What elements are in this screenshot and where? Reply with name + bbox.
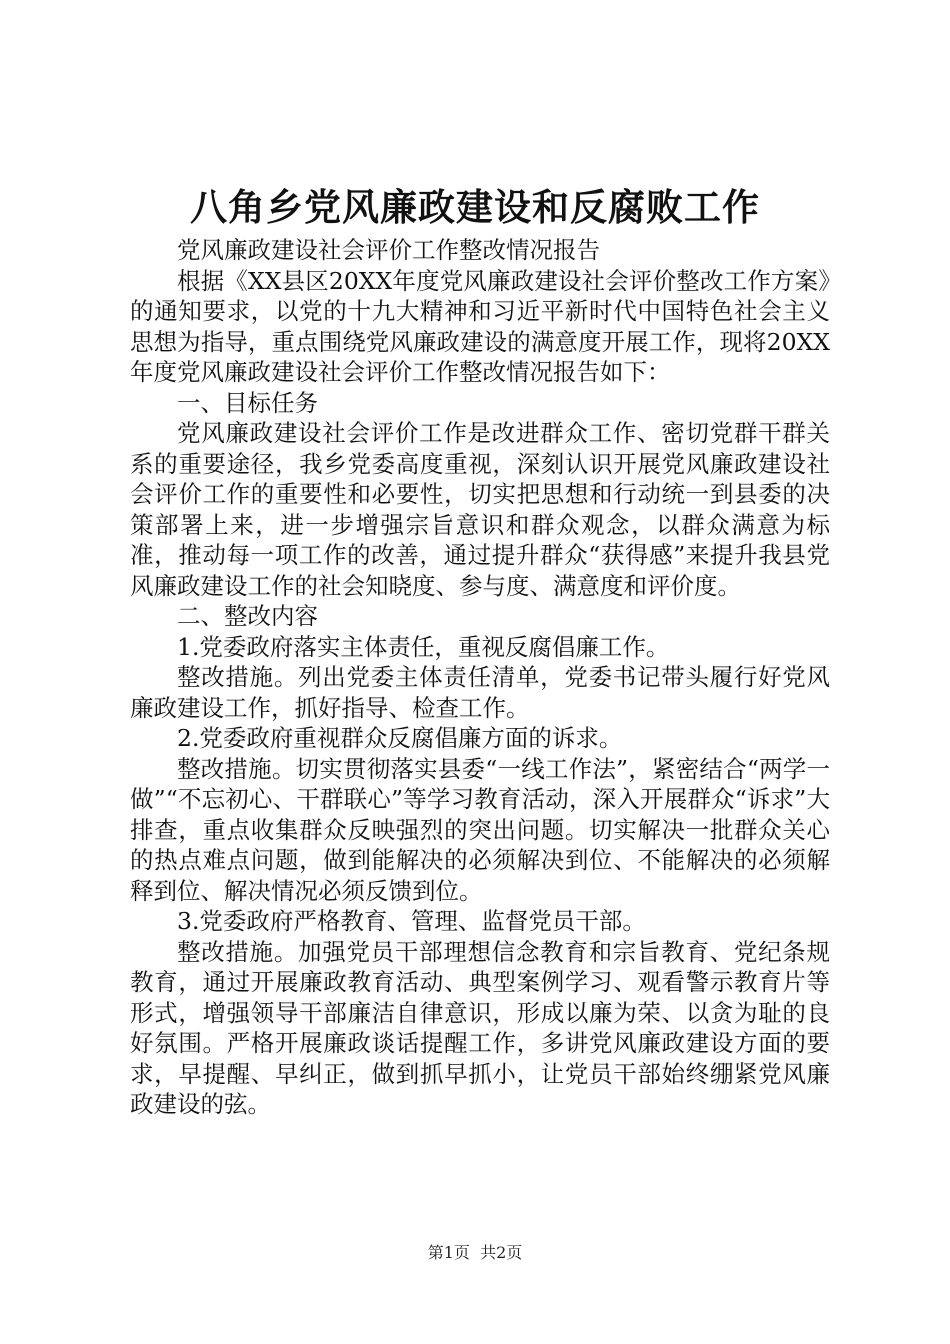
document-title: 八角乡党风廉政建设和反腐败工作 [190, 186, 760, 229]
page-total: 共2页 [480, 1243, 523, 1262]
paragraph-intro: 根据《XX县区20XX年度党风廉政建设社会评价整改工作方案》的通知要求，以党的十九大精神和习近平新时代中国特色社会主义思想为指导，重点围绕党风廉政建设的满意度开展工作，现将20XX年度党风廉政建设社会评价工作整改情况报告如下： [130, 266, 830, 386]
item-heading-3: 3.党委政府严格教育、管理、监督党员干部。 [177, 907, 646, 935]
item-measures-1: 整改措施。列出党委主体责任清单，党委书记带头履行好党风廉政建设工作，抓好指导、检查工作。 [130, 663, 830, 722]
item-heading-1: 1.党委政府落实主体责任，重视反腐倡廉工作。 [177, 632, 670, 661]
page-footer [0, 1243, 950, 1263]
paragraph-goals: 党风廉政建设社会评价工作是改进群众工作、密切党群干群关系的重要途径，我乡党委高度重视，深刻认识开展党风廉政建设社会评价工作的重要性和必要性，切实把思想和行动统一到县委的决策部署上来，进一步增强宗旨意识和群众观念，以群众满意为标准，推动每一项工作的改善，通过提升群众“获得感”来提升我县党风廉政建设工作的社会知晓度、参与度、满意度和评价度。 [130, 419, 830, 600]
item-measures-2: 整改措施。切实贯彻落实县委“一线工作法”，紧密结合“两学一做”“不忘初心、干群联心”等学习教育活动，深入开展群众“诉求”大排查，重点收集群众反映强烈的突出问题。切实解决一批群众关心的热点难点问题，做到能解决的必须解决到位、不能解决的必须解释到位、解决情况必须反馈到位。 [130, 754, 830, 905]
document-body [130, 235, 830, 1120]
item-measures-3: 整改措施。加强党员干部理想信念教育和宗旨教育、党纪条规教育，通过开展廉政教育活动、典型案例学习、观看警示教育片等形式，增强领导干部廉洁自律意识，形成以廉为荣、以贪为耻的良好氛围。严格开展廉政谈话提醒工作，多讲党风廉政建设方面的要求，早提醒、早纠正，做到抓早抓小，让党员干部始终绷紧党风廉政建设的弦。 [130, 937, 830, 1118]
paragraph-report-title: 党风廉政建设社会评价工作整改情况报告 [177, 236, 600, 264]
item-heading-2: 2.党委政府重视群众反腐倡廉方面的诉求。 [177, 724, 623, 752]
section-heading-goals: 一、目标任务 [177, 388, 318, 417]
page-number: 第1页 [427, 1243, 470, 1262]
section-heading-rectification: 二、整改内容 [177, 602, 318, 630]
